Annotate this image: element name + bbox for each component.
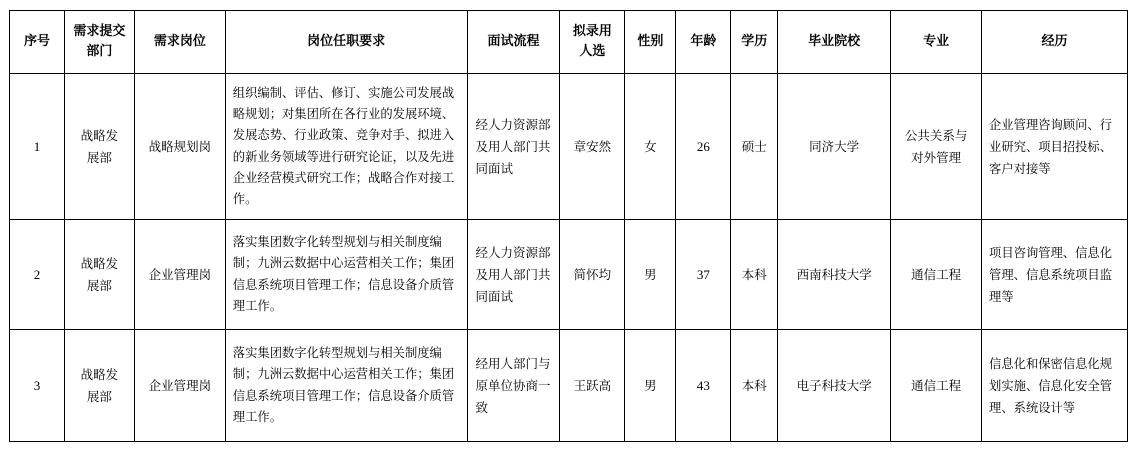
header-no: 序号: [10, 11, 65, 74]
table-row: [10, 330, 1128, 442]
cell-requirements: 落实集团数字化转型规划与相关制度编制；九洲云数据中心运营相关工作；集团信息系统项目管理工作；信息设备介质管理工作。: [225, 330, 467, 442]
header-experience: 经历: [982, 11, 1128, 74]
cell-dept: 战略发展部: [64, 220, 134, 330]
cell-experience: 信息化和保密信息化规划实施、信息化安全管理、系统设计等: [982, 330, 1128, 442]
cell-education: 本科: [731, 220, 778, 330]
cell-requirements: 落实集团数字化转型规划与相关制度编制；九洲云数据中心运营相关工作；集团信息系统项目管理工作；信息设备介质管理工作。: [225, 220, 467, 330]
cell-gender: 男: [625, 330, 676, 442]
cell-experience: 企业管理咨询顾问、行业研究、项目招投标、客户对接等: [982, 74, 1128, 220]
header-age: 年龄: [676, 11, 731, 74]
cell-process: 经用人部门与原单位协商一致: [467, 330, 560, 442]
header-education: 学历: [731, 11, 778, 74]
cell-post: 企业管理岗: [134, 330, 225, 442]
cell-gender: 男: [625, 220, 676, 330]
cell-education: 本科: [731, 330, 778, 442]
cell-education: 硕士: [731, 74, 778, 220]
cell-candidate: 章安然: [560, 74, 625, 220]
cell-school: 同济大学: [778, 74, 891, 220]
cell-age: 43: [676, 330, 731, 442]
table-row: [10, 220, 1128, 330]
recruitment-table: [9, 10, 1128, 442]
cell-process: 经人力资源部及用人部门共同面试: [467, 220, 560, 330]
cell-school: 电子科技大学: [778, 330, 891, 442]
cell-post: 战略规划岗: [134, 74, 225, 220]
header-post: 需求岗位: [134, 11, 225, 74]
cell-candidate: 王跃高: [560, 330, 625, 442]
header-gender: 性别: [625, 11, 676, 74]
header-dept: 需求提交部门: [64, 11, 134, 74]
cell-major: 公共关系与对外管理: [891, 74, 982, 220]
cell-age: 37: [676, 220, 731, 330]
cell-gender: 女: [625, 74, 676, 220]
cell-dept: 战略发展部: [64, 74, 134, 220]
cell-experience: 项目咨询管理、信息化管理、信息系统项目监理等: [982, 220, 1128, 330]
header-school: 毕业院校: [778, 11, 891, 74]
cell-dept: 战略发展部: [64, 330, 134, 442]
cell-no: 3: [10, 330, 65, 442]
header-row: [10, 11, 1128, 74]
header-candidate: 拟录用人选: [560, 11, 625, 74]
cell-major: 通信工程: [891, 220, 982, 330]
header-requirements: 岗位任职要求: [225, 11, 467, 74]
cell-requirements: 组织编制、评估、修订、实施公司发展战略规划；对集团所在各行业的发展环境、发展态势、行业政策、竞争对手、拟进入的新业务领域等进行研究论证，以及先进企业经营模式研究工作；战略合作对接工作。: [225, 74, 467, 220]
table-row: [10, 74, 1128, 220]
cell-candidate: 简怀均: [560, 220, 625, 330]
cell-process: 经人力资源部及用人部门共同面试: [467, 74, 560, 220]
header-process: 面试流程: [467, 11, 560, 74]
cell-school: 西南科技大学: [778, 220, 891, 330]
cell-age: 26: [676, 74, 731, 220]
cell-no: 1: [10, 74, 65, 220]
header-major: 专业: [891, 11, 982, 74]
cell-post: 企业管理岗: [134, 220, 225, 330]
cell-no: 2: [10, 220, 65, 330]
cell-major: 通信工程: [891, 330, 982, 442]
